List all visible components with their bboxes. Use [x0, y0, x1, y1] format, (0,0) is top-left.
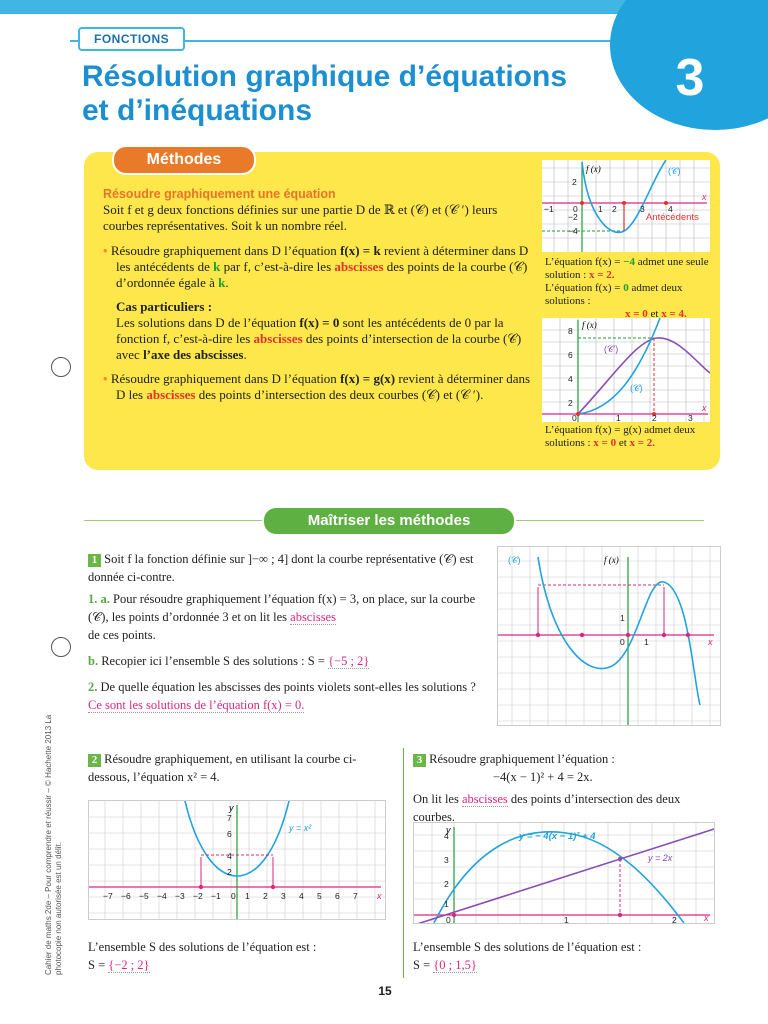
svg-text:1: 1: [245, 891, 250, 901]
svg-text:2: 2: [612, 204, 617, 214]
annot: Antécédents: [646, 212, 699, 223]
ylabel: f (x): [586, 164, 601, 174]
answer-field[interactable]: abscisses: [290, 610, 336, 624]
svg-text:0: 0: [231, 891, 236, 901]
svg-text:1: 1: [644, 637, 649, 647]
svg-text:2: 2: [263, 891, 268, 901]
page-title-line2: et d’inéquations: [82, 94, 313, 127]
page-number: 15: [378, 984, 392, 998]
ylabel: y: [229, 803, 234, 813]
curve-label: (𝒞): [508, 555, 521, 565]
ex1-question-a: 1. a. Pour résoudre graphiquement l’équation f(x) = 3, on place, sur la courbe (𝒞), les points d’ordonnée 3 et on lit les abscisses de ces points.: [88, 592, 476, 642]
curve-label-1: (𝒞′): [604, 344, 619, 354]
binder-hole: [51, 637, 71, 657]
point: [686, 633, 690, 637]
curve-label: y = x²: [289, 823, 312, 833]
ex1-intro: 1 Soit f la fonction définie sur ]−∞ ; 4] dont la courbe représentative (𝒞) est donnée ci-contre.: [88, 552, 474, 584]
ylabel: y: [446, 825, 451, 835]
caption-1: L’équation f(x) = −4 admet une seule solution : x = 2. L’équation f(x) = 0 admet deux solutions : x = 0 et x = 4.: [545, 256, 709, 320]
xlabel: x: [704, 913, 709, 923]
ex1-question-b: b. Recopier ici l’ensemble S des solutions : S = {−5 ; 2}: [88, 654, 370, 668]
svg-text:−2: −2: [568, 212, 578, 222]
tick-labels: [620, 613, 649, 647]
svg-text:6: 6: [568, 350, 573, 360]
intersection-point: [618, 857, 622, 861]
caption-2: L’équation f(x) = g(x) admet deux solutions : x = 0 et x = 2.: [545, 424, 696, 449]
xlabel: x: [702, 192, 707, 202]
column-separator: [403, 748, 404, 978]
svg-text:4: 4: [299, 891, 304, 901]
section-tag: FONCTIONS: [78, 27, 185, 51]
point: [626, 633, 630, 637]
svg-text:−7: −7: [103, 891, 113, 901]
svg-text:1: 1: [564, 915, 569, 924]
copyright-side: Cahier de maths 2de – Pour comprendre et réussir – © Hachette 2013 La photocopie non autorisée est un délit.: [44, 714, 63, 975]
svg-text:2: 2: [227, 867, 232, 877]
svg-text:5: 5: [317, 891, 322, 901]
svg-text:8: 8: [568, 326, 573, 336]
svg-text:4: 4: [444, 831, 449, 841]
chart-ex1: [497, 546, 721, 726]
svg-text:3: 3: [688, 413, 693, 422]
tick-labels: [544, 177, 673, 236]
answer-field[interactable]: abscisses: [461, 792, 508, 806]
svg-text:4: 4: [568, 374, 573, 384]
curve-label: (𝒞): [668, 166, 681, 176]
svg-text:2: 2: [568, 398, 573, 408]
point: [199, 885, 203, 889]
ex3-result: L’ensemble S des solutions de l’équation est : S = {0 ; 1,5}: [413, 940, 642, 972]
svg-text:3: 3: [444, 855, 449, 865]
bullet-2: • Résoudre graphiquement dans D l’équation f(x) = g(x) revient à déterminer dans D les abscisses des points d’intersection des deux courbes (𝒞) et (𝒞 ′).: [103, 371, 531, 402]
point: [662, 633, 666, 637]
tick-labels: [568, 326, 693, 422]
xlabel: x: [377, 891, 382, 901]
svg-text:7: 7: [227, 813, 232, 823]
svg-text:3: 3: [640, 204, 645, 214]
svg-text:−5: −5: [139, 891, 149, 901]
point: [618, 913, 622, 917]
svg-text:6: 6: [335, 891, 340, 901]
answer-field[interactable]: {−2 ; 2}: [108, 958, 150, 972]
ylabel: f (x): [582, 320, 597, 330]
page-title-line1: Résolution graphique d’équations: [82, 60, 568, 93]
svg-text:0: 0: [620, 637, 625, 647]
ex2-result: L’ensemble S des solutions de l’équation est : S = {−2 ; 2}: [88, 940, 317, 972]
xlabel: x: [702, 403, 707, 413]
ylabel: f (x): [604, 555, 619, 565]
parabola: [434, 832, 684, 923]
binder-hole: [51, 357, 71, 377]
svg-text:2: 2: [652, 413, 657, 422]
methodes-subtitle: Résoudre graphiquement une équation: [103, 187, 336, 201]
svg-text:1: 1: [444, 899, 449, 909]
point: [580, 633, 584, 637]
svg-text:−1: −1: [211, 891, 221, 901]
svg-text:7: 7: [353, 891, 358, 901]
exercise-2: 2 Résoudre graphiquement, en utilisant la courbe ci-dessous, l’équation x² = 4.: [88, 752, 357, 784]
chart-antecedents: [542, 160, 710, 252]
point: [452, 913, 456, 917]
bullet-1: • Résoudre graphiquement dans D l’équation f(x) = k revient à déterminer dans D les antécédents de k par f, c’est-à-dire les abscisses des points de la courbe (𝒞) d’ordonnée égale à k.: [103, 243, 529, 290]
svg-text:−2: −2: [193, 891, 203, 901]
svg-text:−1: −1: [544, 204, 554, 214]
point: [580, 201, 584, 205]
chart-ex2: [88, 800, 386, 920]
curve-c-prime: [578, 338, 710, 414]
svg-text:0: 0: [572, 413, 577, 422]
svg-text:−4: −4: [157, 891, 167, 901]
svg-text:4: 4: [227, 851, 232, 861]
svg-text:−3: −3: [175, 891, 185, 901]
svg-text:3: 3: [281, 891, 286, 901]
point: [622, 201, 626, 205]
chart-ex3: [413, 822, 715, 924]
cas-particuliers: Cas particuliers : Les solutions dans D de l’équation f(x) = 0 sont les antécédents de 0 par la fonction f, c’est-à-dire les abscisses des points d’intersection de la courbe (𝒞) avec l’axe des abscisses.: [116, 299, 522, 362]
exercise-3: 3 Résoudre graphiquement l’équation : −4(x − 1)² + 4 = 2x. On lit les abscisses des points d’intersection des deux courbes.: [413, 752, 681, 824]
methodes-intro: Soit f et g deux fonctions définies sur une partie D de ℝ et (𝒞) et (𝒞 ′) leurs courbes représentatives. Soit k un nombre réel.: [103, 202, 498, 233]
xlabel: x: [708, 637, 713, 647]
curve-label-1: y = − 4(x − 1)² + 4: [519, 831, 596, 842]
answer-field[interactable]: {−5 ; 2}: [328, 654, 370, 668]
svg-text:2: 2: [444, 879, 449, 889]
ex1-question-2: 2. De quelle équation les abscisses des points violets sont-elles les solutions ? Ce sont les solutions de l’équation f(x) = 0.: [88, 680, 476, 712]
svg-text:−4: −4: [568, 226, 578, 236]
svg-text:1: 1: [620, 613, 625, 623]
answer-field[interactable]: {0 ; 1,5}: [433, 958, 477, 972]
svg-text:0: 0: [446, 915, 451, 924]
exercise-1: [88, 550, 480, 714]
methodes-text: [103, 186, 533, 403]
chapter-number: 3: [675, 49, 705, 107]
svg-text:2: 2: [572, 177, 577, 187]
chart-intersection: [542, 318, 710, 422]
svg-text:2: 2: [672, 915, 677, 924]
svg-text:4: 4: [668, 204, 673, 214]
curve-c: [538, 557, 700, 705]
maitriser-tab: Maîtriser les méthodes: [262, 506, 516, 536]
curve-label-2: (𝒞): [630, 383, 643, 393]
svg-text:6: 6: [227, 829, 232, 839]
methodes-tab: Méthodes: [112, 145, 256, 175]
answer-field[interactable]: Ce sont les solutions de l’équation f(x) = 0.: [88, 698, 305, 712]
svg-text:0: 0: [573, 204, 578, 214]
point: [536, 633, 540, 637]
svg-text:−6: −6: [121, 891, 131, 901]
point: [271, 885, 275, 889]
svg-text:1: 1: [616, 413, 621, 422]
curve-label-2: y = 2x: [648, 853, 673, 863]
svg-text:1: 1: [598, 204, 603, 214]
